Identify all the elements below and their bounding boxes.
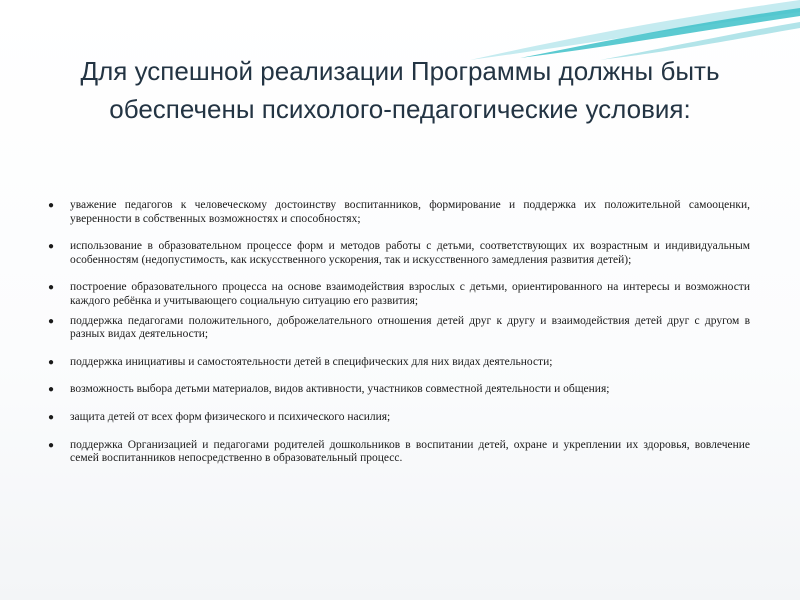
list-item [48, 199, 750, 226]
list-item-text: уважение педагогов к человеческому достоинству воспитанников, формирование и поддержка их положительной самооценки, уверенности в собственных возможностях и способностях; [70, 199, 750, 225]
bullet-icon: ● [48, 411, 55, 423]
list-item-text: построение образовательного процесса на основе взаимодействия взрослых с детьми, ориентированного на интересы и возможности каждого ребёнка и учитывающего социальную ситуацию его развития; [70, 281, 750, 307]
conditions-list [48, 199, 750, 480]
bullet-icon: ● [48, 241, 55, 253]
bullet-icon: ● [48, 315, 55, 327]
list-item [48, 356, 750, 370]
list-item [48, 281, 750, 308]
list-item [48, 383, 750, 397]
list-item-text: поддержка инициативы и самостоятельности детей в специфических для них видах деятельности; [70, 355, 553, 368]
bullet-icon: ● [48, 439, 55, 451]
slide-title: Для успешной реализации Программы должны быть обеспечены психолого-педагогические условия: [80, 56, 720, 124]
list-item-text: возможность выбора детьми материалов, видов активности, участников совместной деятельности и общения; [70, 383, 610, 396]
list-item-text: поддержка педагогами положительного, доброжелательного отношения детей друг к другу и взаимодействия детей друг с другом в разных видах деятельности; [70, 314, 750, 341]
list-item-text: защита детей от всех форм физического и психического насилия; [70, 410, 391, 423]
list-item [48, 315, 750, 342]
list-item-text: поддержка Организацией и педагогами родителей дошкольников в воспитании детей, охране и укреплении их здоровья, вовлечение семей воспитанников непосредственно в образовательный процесс. [70, 438, 750, 465]
list-item [48, 411, 750, 425]
list-item [48, 439, 750, 466]
bullet-icon: ● [48, 200, 55, 211]
bullet-icon: ● [48, 356, 55, 368]
list-item-text: использование в образовательном процессе форм и методов работы с детьми, соответствующих их возрастным и индивидуальным особенностям (недопустимость, как искусственного ускорения, так и искусственного замедления развития детей); [70, 240, 750, 266]
bullet-icon: ● [48, 384, 55, 396]
list-item [48, 240, 750, 267]
bullet-icon: ● [48, 282, 55, 294]
corner-swoosh-icon [0, 0, 800, 60]
